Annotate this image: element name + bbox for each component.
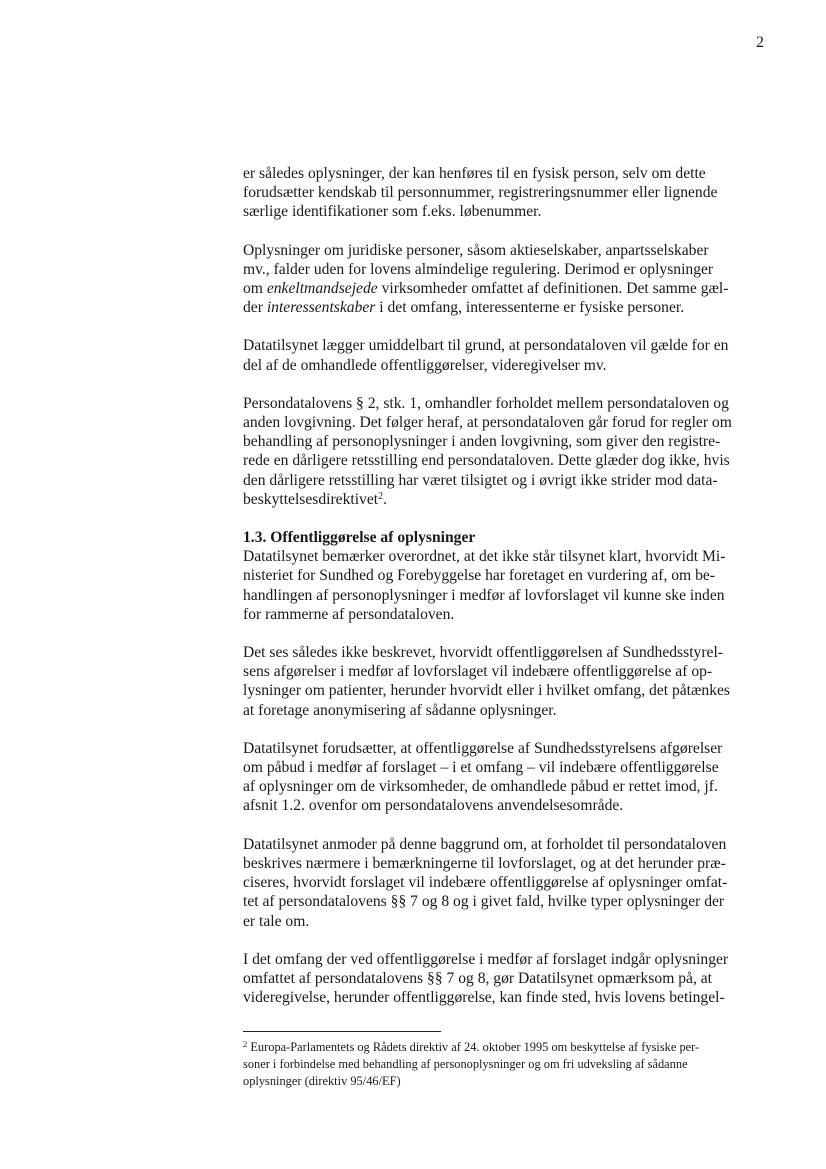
body-text <box>243 164 773 1026</box>
text-line: nisteriet for Sundhed og Forebyggelse har foretaget en vurdering af, om be- <box>243 567 715 585</box>
text-line: I det omfang der ved offentliggørelse i medfør af forslaget indgår oplysninger <box>243 950 729 968</box>
text-fragment: Europa-Parlamentets og Rådets direktiv af 24. oktober 1995 om beskyttelse af fysiske per- <box>250 1040 700 1054</box>
text-line: mv., falder uden for lovens almindelige regulering. Derimod er oplysninger <box>243 260 714 278</box>
paragraph-1 <box>243 164 773 222</box>
text-fragment: . <box>383 490 388 508</box>
text-line: at foretage anonymisering af sådanne oplysninger. <box>243 701 557 719</box>
text-line: tet af persondatalovens §§ 7 og 8 og i givet fald, hvilke typer oplysninger der <box>243 893 725 911</box>
footnote-divider <box>243 1031 441 1032</box>
text-line: af oplysninger om de virksomheder, de omhandlede påbud er rettet imod, jf. <box>243 778 718 796</box>
text-line: særlige identifikationer som f.eks. løbenummer. <box>243 203 542 221</box>
emphasis-term: interessentskaber <box>266 299 376 317</box>
footnote-line: oplysninger (direktiv 95/46/EF) <box>243 1074 401 1088</box>
text-line: omfattet af persondatalovens §§ 7 og 8, gør Datatilsynet opmærksom på, at <box>243 969 713 987</box>
paragraph-7 <box>243 739 773 816</box>
paragraph-section-1-3 <box>243 528 773 624</box>
footnote-reference: 2 <box>378 490 384 502</box>
text-fragment: i det omfang, interessenterne er fysiske personer. <box>375 299 685 317</box>
text-line: forudsætter kendskab til personnummer, registreringsnummer eller lignende <box>243 184 718 202</box>
paragraph-3 <box>243 336 773 374</box>
text-fragment: om <box>243 280 267 298</box>
text-line <box>243 490 773 509</box>
text-line: beskrives nærmere i bemærkningerne til lovforslaget, og at det herunder præ- <box>243 854 726 872</box>
text-line: videregivelse, herunder offentliggørelse, kan finde sted, hvis lovens betingel- <box>243 989 725 1007</box>
text-line: sens afgørelser i medfør af lovforslaget vil indebære offentliggørelse af op- <box>243 663 713 681</box>
text-line: Det ses således ikke beskrevet, hvorvidt offentliggørelsen af Sundhedsstyrel- <box>243 644 723 662</box>
text-line: Persondatalovens § 2, stk. 1, omhandler forholdet mellem persondataloven og <box>243 394 729 412</box>
paragraph-4 <box>243 394 773 509</box>
text-fragment: beskyttelsesdirektivet <box>243 490 379 508</box>
text-line: for rammerne af persondataloven. <box>243 605 455 623</box>
paragraph-2 <box>243 241 773 318</box>
text-line: rede en dårligere retsstilling end persondataloven. Dette glæder dog ikke, hvis <box>243 452 730 470</box>
page-number: 2 <box>756 34 764 51</box>
text-line <box>243 298 773 317</box>
text-line <box>243 279 773 298</box>
text-line: lysninger om patienter, herunder hvorvidt eller i hvilket omfang, det påtænkes <box>243 682 730 700</box>
text-line: anden lovgivning. Det følger heraf, at persondataloven går forud for regler om <box>243 414 732 432</box>
text-line: er således oplysninger, der kan henføres til en fysisk person, selv om dette <box>243 165 706 182</box>
text-line: er tale om. <box>243 912 310 930</box>
section-heading: 1.3. Offentliggørelse af oplysninger <box>243 529 476 547</box>
text-line: Datatilsynet forudsætter, at offentliggørelse af Sundhedsstyrelsens afgørelser <box>243 739 723 757</box>
text-fragment: der <box>243 299 267 317</box>
text-line: handlingen af personoplysninger i medfør af lovforslaget vil kunne ske inden <box>243 586 725 604</box>
text-line: behandling af personoplysninger i anden lovgivning, som giver den registre- <box>243 433 721 451</box>
text-line: Oplysninger om juridiske personer, såsom aktieselskaber, anpartsselskaber <box>243 241 709 259</box>
text-line: ciseres, hvorvidt forslaget vil indebære offentliggørelse af oplysninger omfat- <box>243 874 728 892</box>
text-line: del af de omhandlede offentliggørelser, videregivelser mv. <box>243 356 607 374</box>
paragraph-9 <box>243 950 773 1008</box>
text-line: Datatilsynet lægger umiddelbart til grund, at persondataloven vil gælde for en <box>243 337 729 355</box>
text-line: om påbud i medfør af forslaget – i et omfang – vil indebære offentliggørelse <box>243 759 719 777</box>
footnote-line <box>243 1039 773 1056</box>
text-line: Datatilsynet bemærker overordnet, at det ikke står tilsynet klart, hvorvidt Mi- <box>243 548 726 566</box>
footnote-marker: 2 <box>243 1039 248 1049</box>
paragraph-6 <box>243 643 773 720</box>
footnote <box>243 1039 773 1090</box>
paragraph-8 <box>243 835 773 931</box>
text-line: afsnit 1.2. ovenfor om persondatalovens anvendelsesområde. <box>243 797 624 815</box>
emphasis-term: enkeltmandsejede <box>266 280 378 298</box>
footnote-line: soner i forbindelse med behandling af personoplysninger og om fri udveksling af sådanne <box>243 1057 688 1071</box>
text-line: Datatilsynet anmoder på denne baggrund om, at forholdet til persondataloven <box>243 835 727 853</box>
text-line: den dårligere retsstilling har været tilsigtet og i øvrigt ikke strider mod data- <box>243 471 718 489</box>
text-fragment: virksomheder omfattet af definitionen. Det samme gæl- <box>377 280 729 298</box>
